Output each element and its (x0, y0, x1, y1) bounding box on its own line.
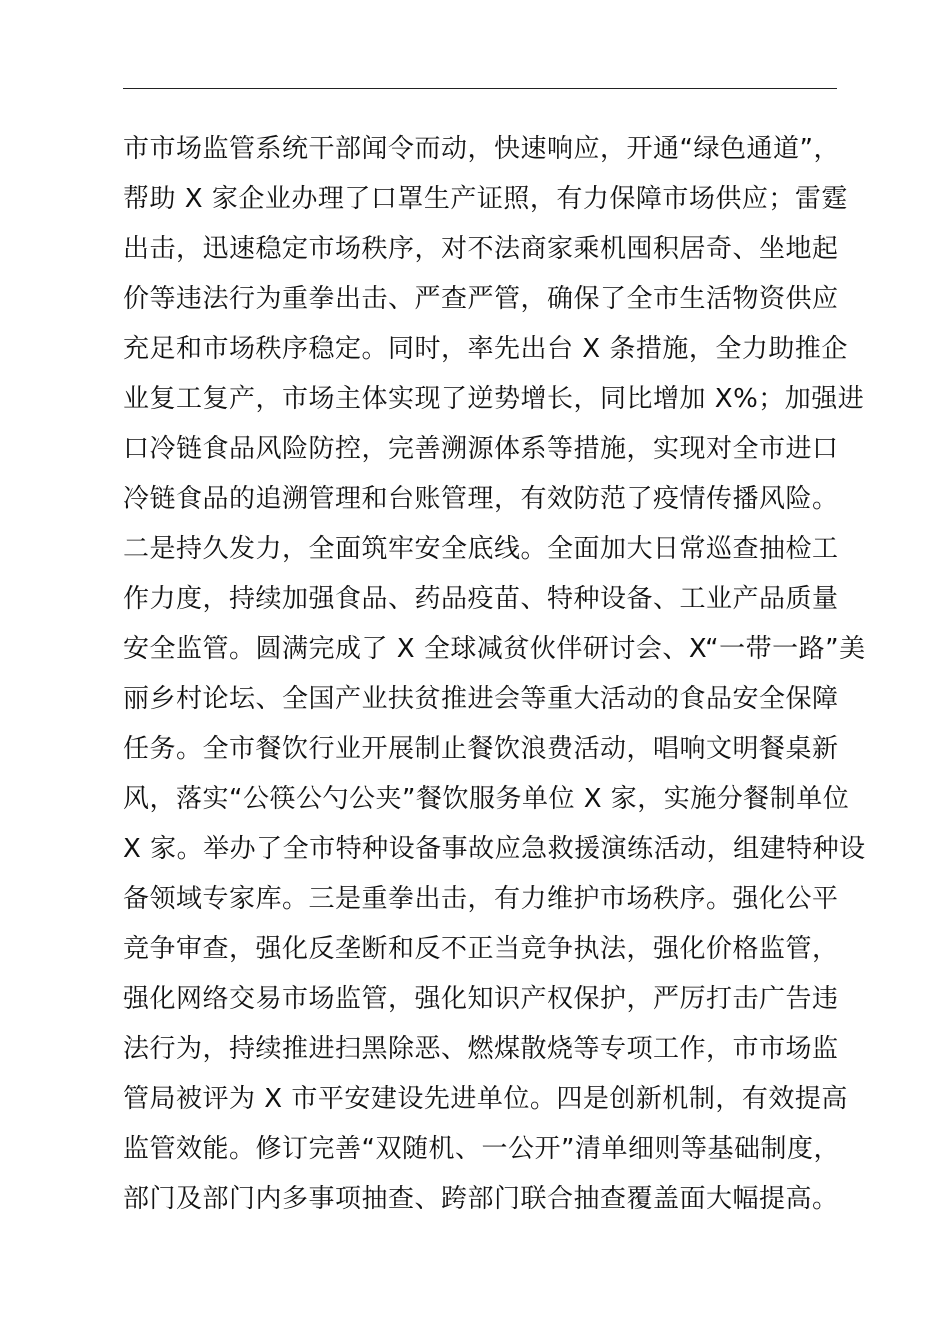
text-line: 业复工复产，市场主体实现了逆势增长，同比增加 X%；加强进 (123, 384, 865, 414)
text-line: 竞争审查，强化反垄断和反不正当竞争执法，强化价格监管， (123, 934, 839, 964)
text-line: 作力度，持续加强食品、药品疫苗、特种设备、工业产品质量 (123, 584, 839, 614)
text-line: 口冷链食品风险防控，完善溯源体系等措施，实现对全市进口 (123, 434, 839, 464)
text-line: 充足和市场秩序稳定。同时，率先出台 X 条措施，全力助推企 (123, 334, 848, 364)
text-line: 强化网络交易市场监管，强化知识产权保护，严厉打击广告违 (123, 984, 839, 1014)
text-line: 帮助 X 家企业办理了口罩生产证照，有力保障市场供应；雷霆 (123, 184, 848, 214)
text-line: 风，落实“公筷公勺公夹”餐饮服务单位 X 家，实施分餐制单位 (123, 784, 850, 814)
text-line: 备领域专家库。三是重拳出击，有力维护市场秩序。强化公平 (123, 884, 839, 914)
body-paragraph (123, 124, 866, 1224)
text-line: 任务。全市餐饮行业开展制止餐饮浪费活动，唱响文明餐桌新 (123, 734, 839, 764)
text-line: 法行为，持续推进扫黑除恶、燃煤散烧等专项工作，市市场监 (123, 1034, 839, 1064)
text-line: 管局被评为 X 市平安建设先进单位。四是创新机制，有效提高 (123, 1084, 848, 1114)
text-line: 出击，迅速稳定市场秩序，对不法商家乘机囤积居奇、坐地起 (123, 234, 839, 264)
text-line: 冷链食品的追溯管理和台账管理，有效防范了疫情传播风险。 (123, 484, 839, 514)
text-line: 监管效能。修订完善“双随机、一公开”清单细则等基础制度， (123, 1134, 840, 1164)
header-rule (123, 88, 837, 89)
text-line: X 家。举办了全市特种设备事故应急救援演练活动，组建特种设 (123, 834, 866, 864)
text-line: 部门及部门内多事项抽查、跨部门联合抽查覆盖面大幅提高。 (123, 1184, 839, 1214)
text-line: 丽乡村论坛、全国产业扶贫推进会等重大活动的食品安全保障 (123, 684, 839, 714)
text-line: 价等违法行为重拳出击、严查严管，确保了全市生活物资供应 (123, 284, 839, 314)
text-line: 安全监管。圆满完成了 X 全球减贫伙伴研讨会、X“一带一路”美 (123, 634, 866, 664)
text-line: 市市场监管系统干部闻令而动，快速响应，开通“绿色通道”， (123, 134, 840, 164)
text-line: 二是持久发力，全面筑牢安全底线。全面加大日常巡查抽检工 (123, 534, 839, 564)
